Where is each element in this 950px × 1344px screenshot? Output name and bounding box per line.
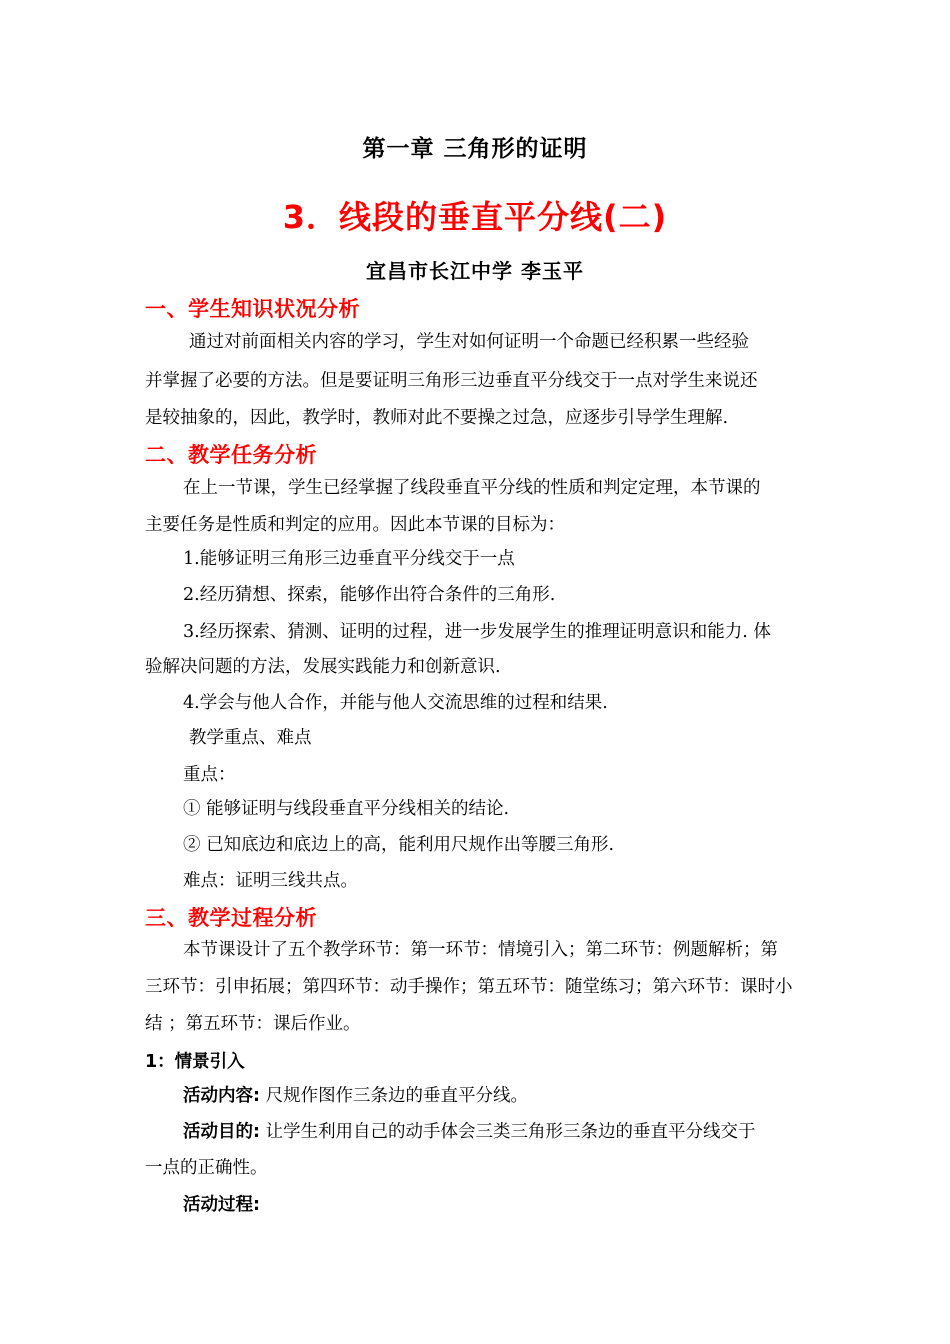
section-heading-student-analysis: 一、学生知识状况分析 [145, 297, 360, 321]
paragraph-line: 结 ；第五环节：课后作业。 [145, 1014, 361, 1034]
activity-content-text: 尺规作图作三条边的垂直平分线。 [260, 1086, 529, 1106]
chapter-title: 第一章 三角形的证明 [362, 136, 588, 162]
difficulty-line: 难点：证明三线共点。 [183, 871, 358, 891]
paragraph-line: 在上一节课，学生已经掌握了线段垂直平分线的性质和判定定理，本节课的 [183, 478, 761, 498]
sub-heading-scenario-intro: 1：情景引入 [145, 1052, 245, 1072]
activity-goal-continued: 一点的正确性。 [145, 1158, 268, 1178]
activity-content-line [183, 1084, 528, 1108]
paragraph-line: 本节课设计了五个教学环节：第一环节：情境引入；第二环节：例题解析；第 [183, 940, 778, 960]
key-points-heading: 教学重点、难点 [189, 728, 312, 748]
key-point-item: ① 能够证明与线段垂直平分线相关的结论. [183, 799, 510, 819]
activity-content-label: 活动内容: [183, 1086, 260, 1106]
section-heading-process-analysis: 三、教学过程分析 [145, 906, 317, 930]
activity-process-label: 活动过程: [183, 1195, 260, 1215]
section-heading-task-analysis: 二、教学任务分析 [145, 443, 317, 467]
paragraph-line: 并掌握了必要的方法。但是要证明三角形三边垂直平分线交于一点对学生来说还 [145, 371, 758, 391]
goal-item: 1.能够证明三角形三边垂直平分线交于一点 [183, 549, 515, 569]
goal-item: 4.学会与他人合作，并能与他人交流思维的过程和结果. [183, 693, 608, 713]
goal-item: 2.经历猜想、探索，能够作出符合条件的三角形. [183, 585, 556, 605]
key-point-item: ② 已知底边和底边上的高，能利用尺规作出等腰三角形. [183, 835, 615, 855]
paragraph-line: 主要任务是性质和判定的应用。因此本节课的目标为： [145, 515, 565, 535]
paragraph-line: 是较抽象的，因此，教学时，教师对此不要操之过急，应逐步引导学生理解. [145, 408, 729, 428]
paragraph-line: 三环节：引申拓展；第四环节：动手操作；第五环节：随堂练习；第六环节：课时小 [145, 977, 793, 997]
lesson-title: 3．线段的垂直平分线(二) [282, 198, 668, 236]
activity-goal-line [183, 1120, 756, 1144]
key-points-label: 重点： [183, 765, 236, 785]
activity-goal-text: 让学生利用自己的动手体会三类三角形三条边的垂直平分线交于 [260, 1122, 756, 1142]
goal-item-continued: 验解决问题的方法，发展实践能力和创新意识. [145, 657, 501, 677]
author-line: 宜昌市长江中学 李玉平 [366, 259, 584, 283]
activity-goal-label: 活动目的: [183, 1122, 260, 1142]
activity-process-line [183, 1193, 260, 1217]
goal-item: 3.经历探索、猜测、证明的过程，进一步发展学生的推理证明意识和能力. 体 [183, 622, 771, 642]
paragraph-line: 通过对前面相关内容的学习，学生对如何证明一个命题已经积累一些经验 [189, 332, 749, 352]
